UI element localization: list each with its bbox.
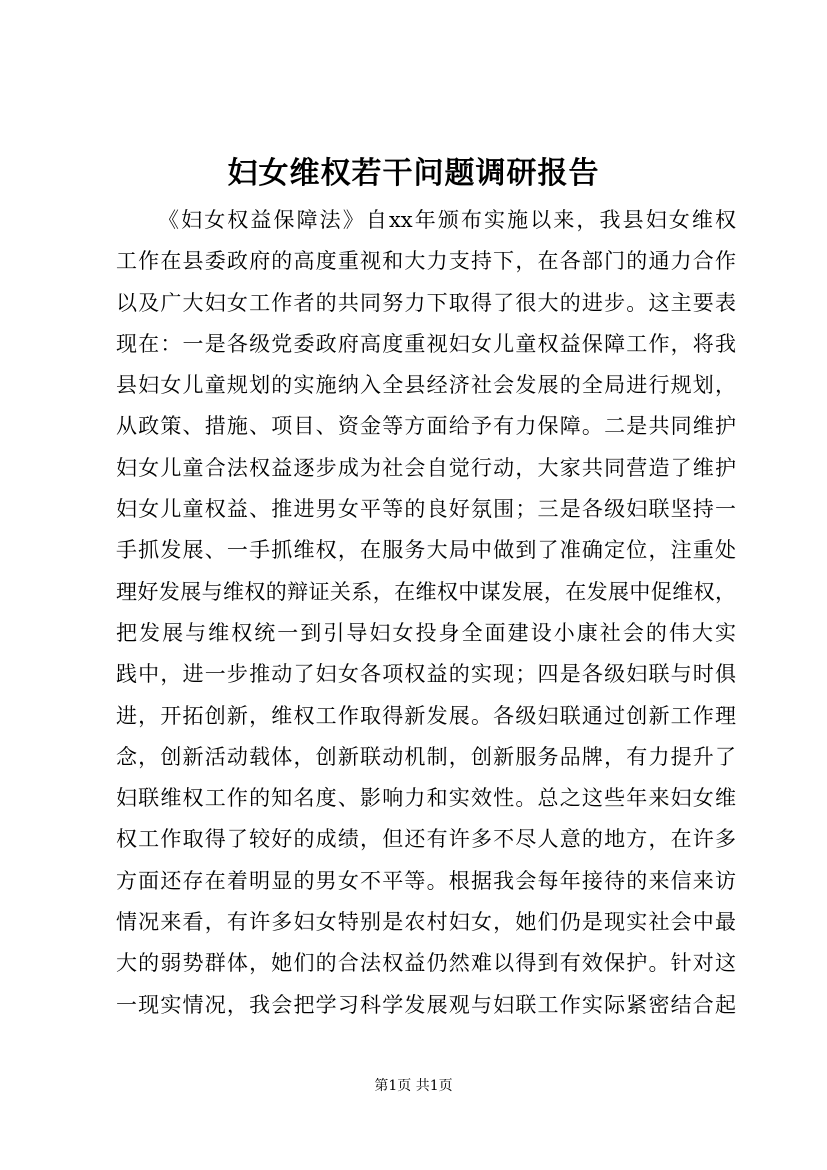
body-line: 念，创新活动载体，创新联动机制，创新服务品牌，有力提升了	[116, 744, 736, 769]
body-line: 方面还存在着明显的男女不平等。根据我会每年接待的来信来访	[116, 868, 736, 893]
body-line: 大的弱势群体，她们的合法权益仍然难以得到有效保护。针对这	[116, 951, 736, 976]
body-line: 妇女儿童合法权益逐步成为社会自觉行动，大家共同营造了维护	[116, 455, 736, 480]
body-line: 一现实情况，我会把学习科学发展观与妇联工作实际紧密结合起	[116, 992, 736, 1017]
body-line: 手抓发展、一手抓维权，在服务大局中做到了准确定位，注重处	[116, 538, 736, 563]
body-line: 工作在县委政府的高度重视和大力支持下，在各部门的通力合作	[116, 249, 736, 274]
body-line: 妇联维权工作的知名度、影响力和实效性。总之这些年来妇女维	[116, 786, 736, 811]
body-line: 进，开拓创新，维权工作取得新发展。各级妇联通过创新工作理	[116, 703, 736, 728]
body-line: 《妇女权益保障法》自xx年颁布实施以来，我县妇女维权	[158, 208, 736, 232]
page-title: 妇女维权若干问题调研报告	[227, 156, 600, 191]
body-line: 践中，进一步推动了妇女各项权益的实现；四是各级妇联与时俱	[116, 662, 736, 687]
document-body	[116, 200, 736, 1026]
body-line: 理好发展与维权的辩证关系，在维权中谋发展，在发展中促维权，	[116, 579, 736, 604]
body-line: 县妇女儿童规划的实施纳入全县经济社会发展的全局进行规划，	[116, 373, 736, 398]
body-line: 妇女儿童权益、推进男女平等的良好氛围；三是各级妇联坚持一	[116, 497, 736, 522]
body-line: 从政策、措施、项目、资金等方面给予有力保障。二是共同维护	[116, 414, 736, 439]
body-line: 情况来看，有许多妇女特别是农村妇女，她们仍是现实社会中最	[116, 910, 736, 935]
body-line: 现在：一是各级党委政府高度重视妇女儿童权益保障工作，将我	[116, 331, 736, 356]
page-footer: 第1页 共1页	[374, 1078, 453, 1094]
body-line: 以及广大妇女工作者的共同努力下取得了很大的进步。这主要表	[116, 290, 736, 315]
body-line: 权工作取得了较好的成绩，但还有许多不尽人意的地方，在许多	[116, 827, 736, 852]
body-line: 把发展与维权统一到引导妇女投身全面建设小康社会的伟大实	[116, 620, 736, 645]
